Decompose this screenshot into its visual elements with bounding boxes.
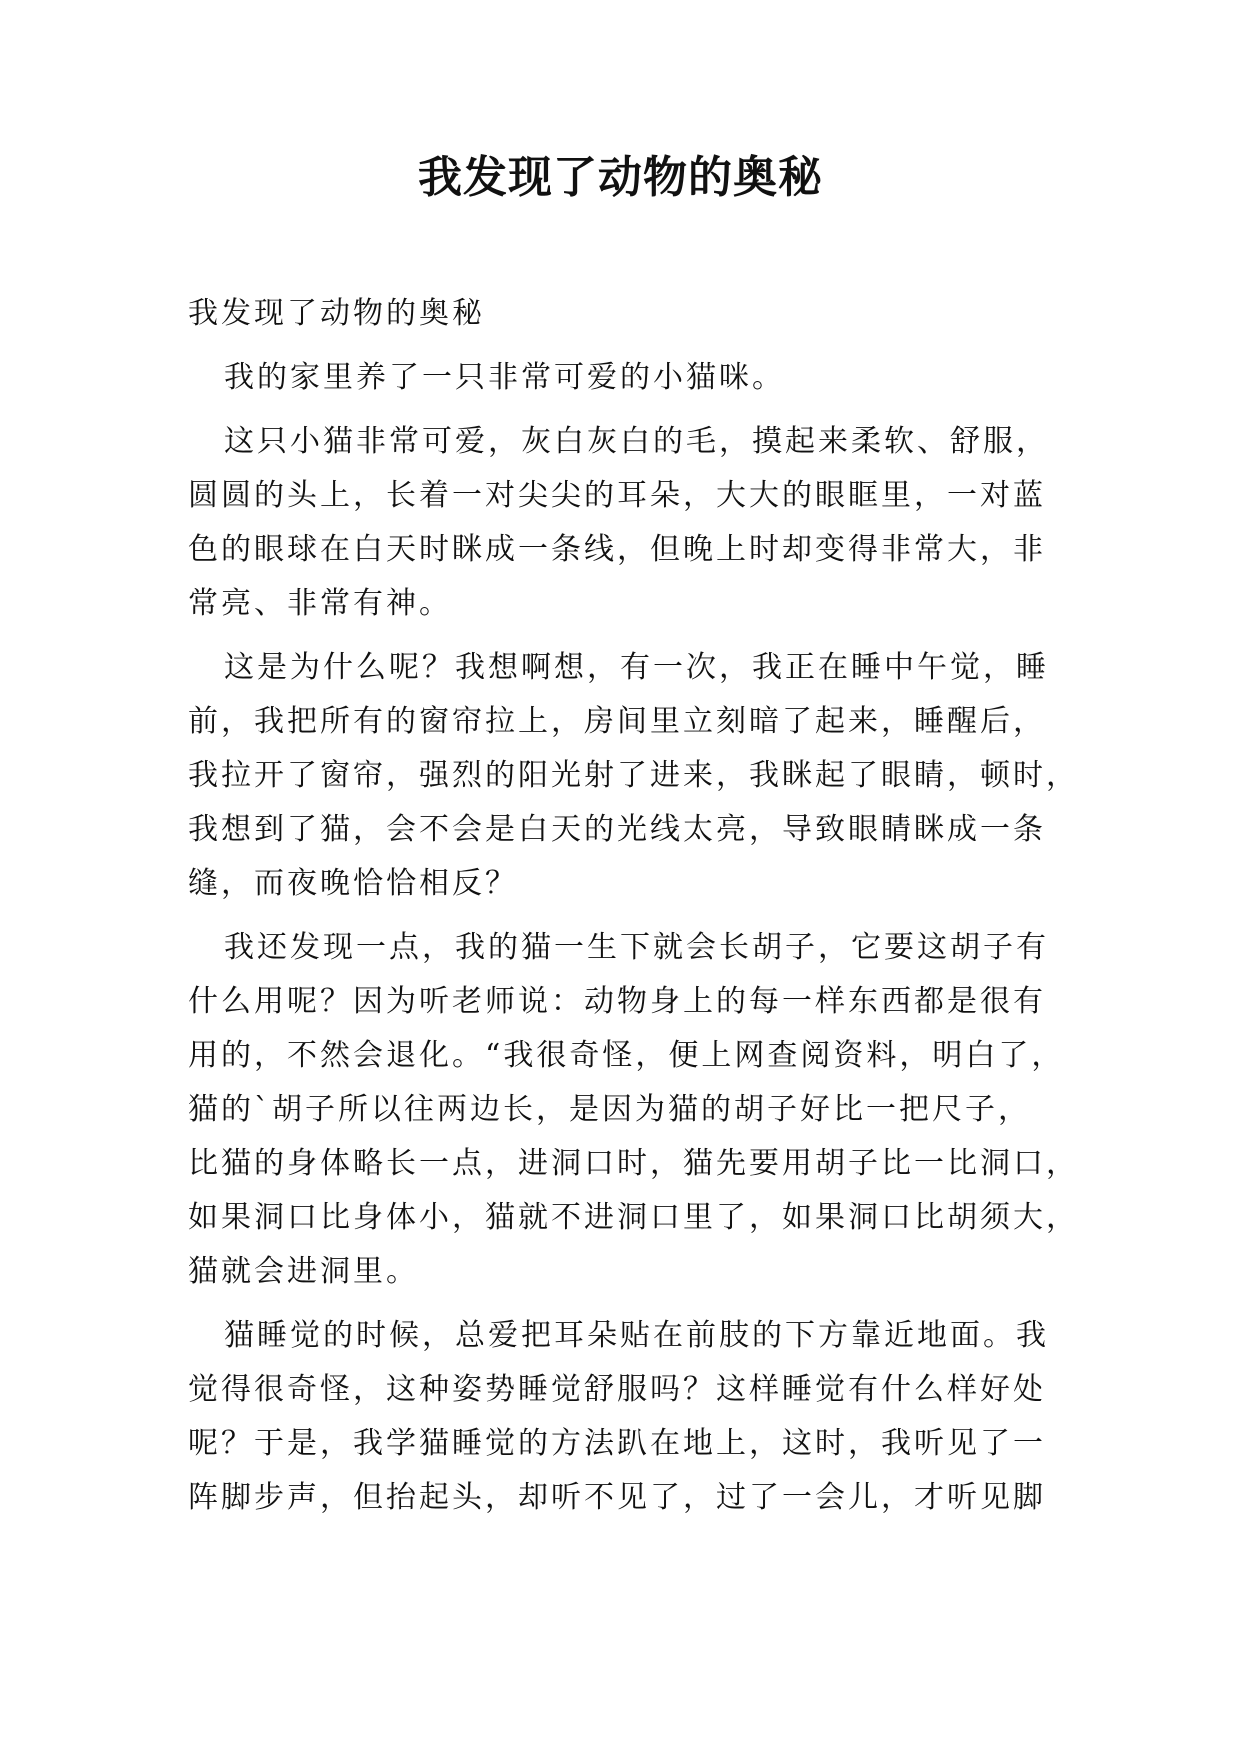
text-line: 猫的`胡子所以往两边长，是因为猫的胡子好比一把尺子， xyxy=(188,1092,1031,1127)
paragraph-gap xyxy=(188,405,1058,415)
text-line: 色的眼球在白天时眯成一条线，但晚上时却变得非常大，非 xyxy=(188,532,1046,567)
text-line: 觉得很奇怪，这种姿势睡觉舒服吗？这样睡觉有什么样好处 xyxy=(188,1372,1046,1407)
text-line: 这只小猫非常可爱，灰白灰白的毛，摸起来柔软、舒服， xyxy=(224,424,1049,459)
text-line: 我的家里养了一只非常可爱的小猫咪。 xyxy=(224,360,785,395)
paragraph-gap xyxy=(188,911,1058,921)
text-line: 前，我把所有的窗帘拉上，房间里立刻暗了起来，睡醒后， xyxy=(188,704,1046,739)
text-line: 圆圆的头上，长着一对尖尖的耳朵，大大的眼眶里，一对蓝 xyxy=(188,478,1046,513)
paragraph-gap xyxy=(188,341,1058,351)
text-line: 我拉开了窗帘，强烈的阳光射了进来，我眯起了眼睛，顿时， xyxy=(188,758,1079,793)
paragraph-gap xyxy=(188,1299,1058,1309)
text-line: 猫睡觉的时候，总爱把耳朵贴在前肢的下方靠近地面。我 xyxy=(224,1318,1049,1353)
text-line: 比猫的身体略长一点，进洞口时，猫先要用胡子比一比洞口， xyxy=(188,1146,1079,1181)
text-line: 这是为什么呢？我想啊想，有一次，我正在睡中午觉，睡 xyxy=(224,650,1049,685)
text-line: 我还发现一点，我的猫一生下就会长胡子，它要这胡子有 xyxy=(224,930,1049,965)
text-line: 我发现了动物的奥秘 xyxy=(188,296,485,331)
text-line: 我想到了猫，会不会是白天的光线太亮，导致眼睛眯成一条 xyxy=(188,812,1046,847)
text-line: 缝，而夜晚恰恰相反？ xyxy=(188,866,518,901)
text-line: 如果洞口比身体小，猫就不进洞口里了，如果洞口比胡须大， xyxy=(188,1200,1079,1235)
paragraph-gap xyxy=(188,631,1058,641)
text-line: 呢？于是，我学猫睡觉的方法趴在地上，这时，我听见了一 xyxy=(188,1426,1046,1461)
document-title: 我发现了动物的奥秘 xyxy=(418,152,823,203)
document-body xyxy=(188,287,1079,1525)
text-line: 阵脚步声，但抬起头，却听不见了，过了一会儿，才听见脚 xyxy=(188,1480,1046,1515)
text-line: 常亮、非常有神。 xyxy=(188,586,452,621)
text-line: 猫就会进洞里。 xyxy=(188,1254,419,1289)
text-line: 什么用呢？因为听老师说：动物身上的每一样东西都是很有 xyxy=(188,984,1046,1019)
text-line: 用的，不然会退化。“我很奇怪，便上网查阅资料，明白了， xyxy=(188,1038,1065,1073)
